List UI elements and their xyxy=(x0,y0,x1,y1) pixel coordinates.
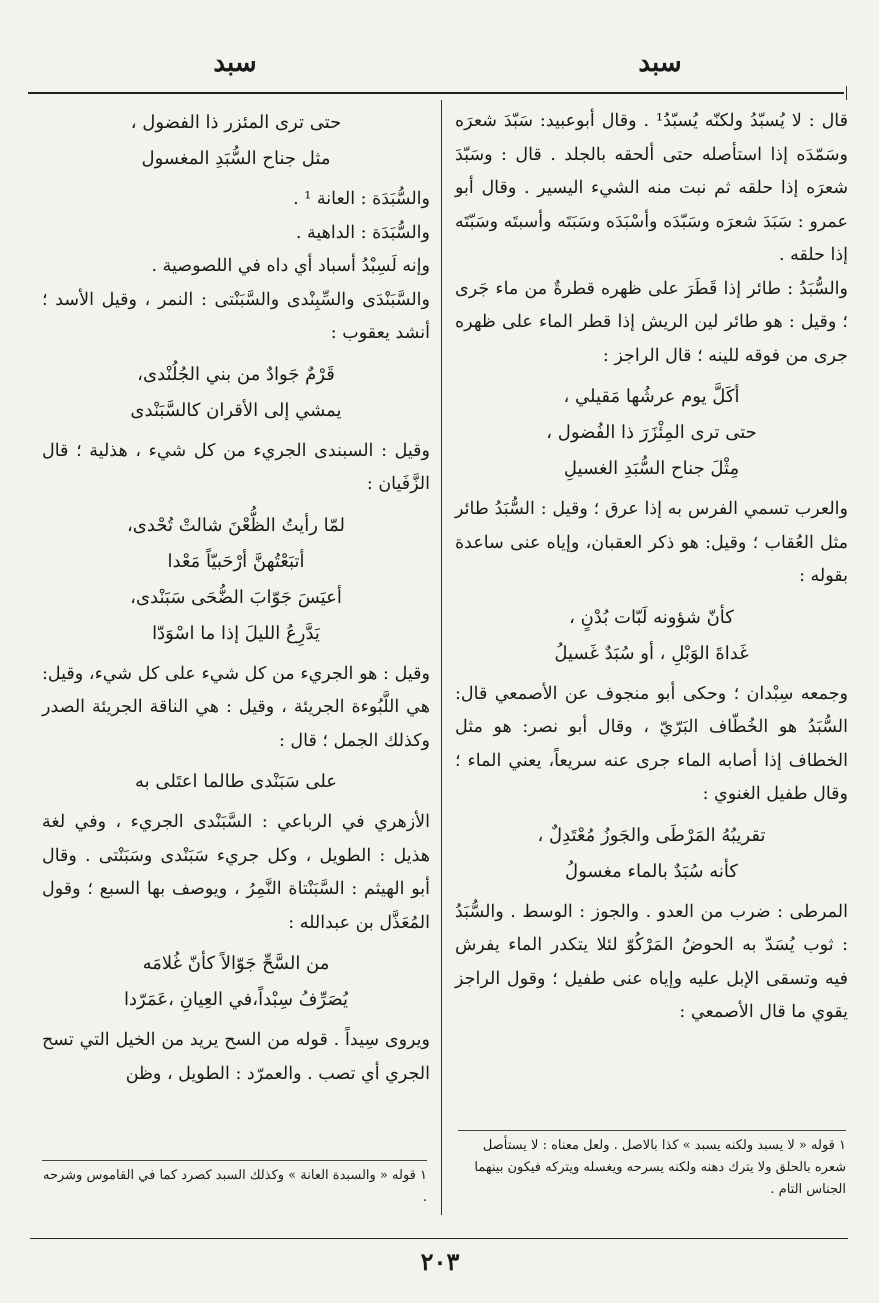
entry-paragraph: والسُّبَدُ : طائر إذا قَطَرَ على ظهره قطرةٌ من ماء جَرى ؛ وقيل : هو طائر لين الريش إذا قطر الماء على ظهره جرى من فوقه للينه ؛ قال الراجز : xyxy=(455,278,848,366)
entry-paragraph: وقيل : هو الجريء من كل شيء على كل شيء، وقيل: هي اللَّبُوءة الجريئة ، وقيل : هي الناقة الجريئة الصدر وكذلك الجمل ؛ قال : xyxy=(42,663,430,751)
verse-line: يُصَرِّفُ سِبْداً،في العِيانِ ،عَمَرّدا xyxy=(124,989,348,1010)
verse-block xyxy=(455,818,848,890)
page-number: ٢٠٣ xyxy=(420,1247,460,1276)
verse-line: يمشي إلى الأقران كالسَّبَنْدى xyxy=(130,399,342,421)
verse-line: على سَبَنْدى طالما اعتَلى به xyxy=(134,771,338,792)
entry-paragraph: قال : لا يُسبّدُ ولكنّه يُسبّدُ¹ . وقال أبوعبيد: سَبّدَ شعرَه وسَمّدَه إذا استأصله حتى ألحقه بالجلد . قال : وسَبّدَ شعرَه إذا حلقه ثم نبت منه الشيء اليسير . وقال أبو عمرو : سَبَدَ شعرَه وسَبّدَه وأسْبَدَه وسَبَتَه وأسبتَه وسَبّتَه إذا حلقه . xyxy=(455,111,848,265)
verse-line: مثل جناح السُّبَدِ المغسول xyxy=(141,148,331,169)
running-header-left: سبد xyxy=(213,48,257,78)
verse-line: من السَّحِّ جَوّالاً كأنّ غُلامَه xyxy=(142,953,330,974)
right-column xyxy=(455,105,848,1030)
verse-line: تقريبُهُ المَرْطَى والجَوزُ مُعْتَدِلٌ ، xyxy=(537,824,766,846)
verse-line: أعيَسَ جَوّابَ الضُّحَى سَبَنْدى، xyxy=(130,586,342,608)
column-divider xyxy=(441,100,442,1215)
verse-block xyxy=(455,379,848,487)
footnote-left: ١ قوله « والسبدة العانة » وكذلك السبد كصرد كما في القاموس وشرحه . xyxy=(42,1160,427,1209)
verse-block xyxy=(455,600,848,672)
corner-mark xyxy=(846,86,853,100)
verse-line: غَداةَ الوَبْلِ ، أو سُبَدٌ غَسيلُ xyxy=(554,642,749,664)
verse-block xyxy=(42,105,430,177)
verse-line: قَرْمٌ جَوادٌ من بني الجُلُنْدى، xyxy=(137,363,335,385)
verse-block xyxy=(42,764,430,800)
footer-rule xyxy=(30,1238,848,1239)
entry-paragraph: المرطى : ضرب من العدو . والجوز : الوسط . والسُّبَدُ : ثوب يُسَدّ به الحوضُ المَرْكُوّ لئلا يتكدر الماء يفرش فيه وتسقى الإبل عليه وإياه عنى طفيل ؛ وقول الراجز يقوي ما قال الأصمعي : xyxy=(455,901,848,1022)
entry-paragraph: والسُّبَدَة : الداهية . xyxy=(295,222,430,243)
entry-paragraph: وجمعه سِبْدان ؛ وحكى أبو منجوف عن الأصمعي قال: السُّبَدُ هو الخُطّاف البَرّيّ ، وقال أبو نصر: هو مثل الخطاف إذا أصابه الماء جرى عنه سريعاً، يعني الماء ؛ وقال طفيل الغنوي : xyxy=(455,683,848,804)
verse-line: لمّا رأيتُ الظُّعْنَ شالتْ تُحْدى، xyxy=(127,514,345,536)
verse-line: يَدَّرِعُ الليلَ إذا ما اسْوَدّا xyxy=(152,622,320,644)
entry-paragraph: والعرب تسمي الفرس به إذا عرق ؛ وقيل : السُّبَدُ طائر مثل العُقاب ؛ وقيل: هو ذكر العقبان، وإياه عنى ساعدة بقوله : xyxy=(455,499,848,586)
entry-paragraph: وإنه لَسِبْدُ أسباد أي داه في اللصوصية . xyxy=(151,256,430,276)
entry-paragraph: الأزهري في الرباعي : السَّبَنْدى الجريء ، وفي لغة هذيل : الطويل ، وكل جريء سَبَنْدى وسَبَنْتى . وقال أبو الهيثم : السَّبَنْتاة النَّمِرُ ، ويوصف بها السبع ؛ وقول المُعَذَّل بن عبدالله : xyxy=(42,812,430,933)
footnote-right: ١ قوله « لا يسبد ولكنه يسبد » كذا بالاصل . ولعل معناه : لا يستأصل شعره بالحلق ولا يترك دهنه ولكنه يسرحه ويغسله ويتركه فيكون بينهما الجناس التام . xyxy=(458,1130,846,1201)
verse-line: كأنّ شؤونه لَبّات بُدْنٍ ، xyxy=(569,606,734,628)
verse-line: حتى ترى المئزر ذا الفضول ، xyxy=(130,112,342,133)
entry-paragraph: وقيل : السبندى الجريء من كل شيء ، هذلية ؛ قال الزَّفَيان : xyxy=(42,440,430,494)
verse-block xyxy=(42,357,430,429)
entry-paragraph: والسَّبَنْدَى والسِّبِنْدى والسَّبَنْتى : النمر ، وقيل الأسد ؛ أنشد يعقوب : xyxy=(42,289,430,343)
verse-line: أكَلَّ يوم عرشُها مَقيلي ، xyxy=(563,386,740,407)
verse-line: كأنه سُبَدٌ بالماء مغسولُ xyxy=(565,860,738,882)
verse-block xyxy=(42,946,430,1018)
verse-line: مِثْلَ جناح السُّبَدِ الغسيلِ xyxy=(563,458,740,479)
verse-block xyxy=(42,508,430,652)
header-rule xyxy=(28,92,844,94)
entry-paragraph: ويروى سِيداً . قوله من السح يريد من الخيل التي تسح الجري أي تصب . والعمرّد : الطويل ، وظن xyxy=(42,1030,430,1084)
left-column xyxy=(42,105,430,1091)
verse-line: أتبَعْتُهنَّ أرْحَبيّاً مَعْدا xyxy=(167,550,305,572)
entry-paragraph: والسُّبَدَة : العانة ¹ . xyxy=(293,189,430,209)
verse-line: حتى ترى المِئْزَرَ ذا الفُضول ، xyxy=(546,422,757,443)
running-header-right: سبد xyxy=(638,48,682,78)
